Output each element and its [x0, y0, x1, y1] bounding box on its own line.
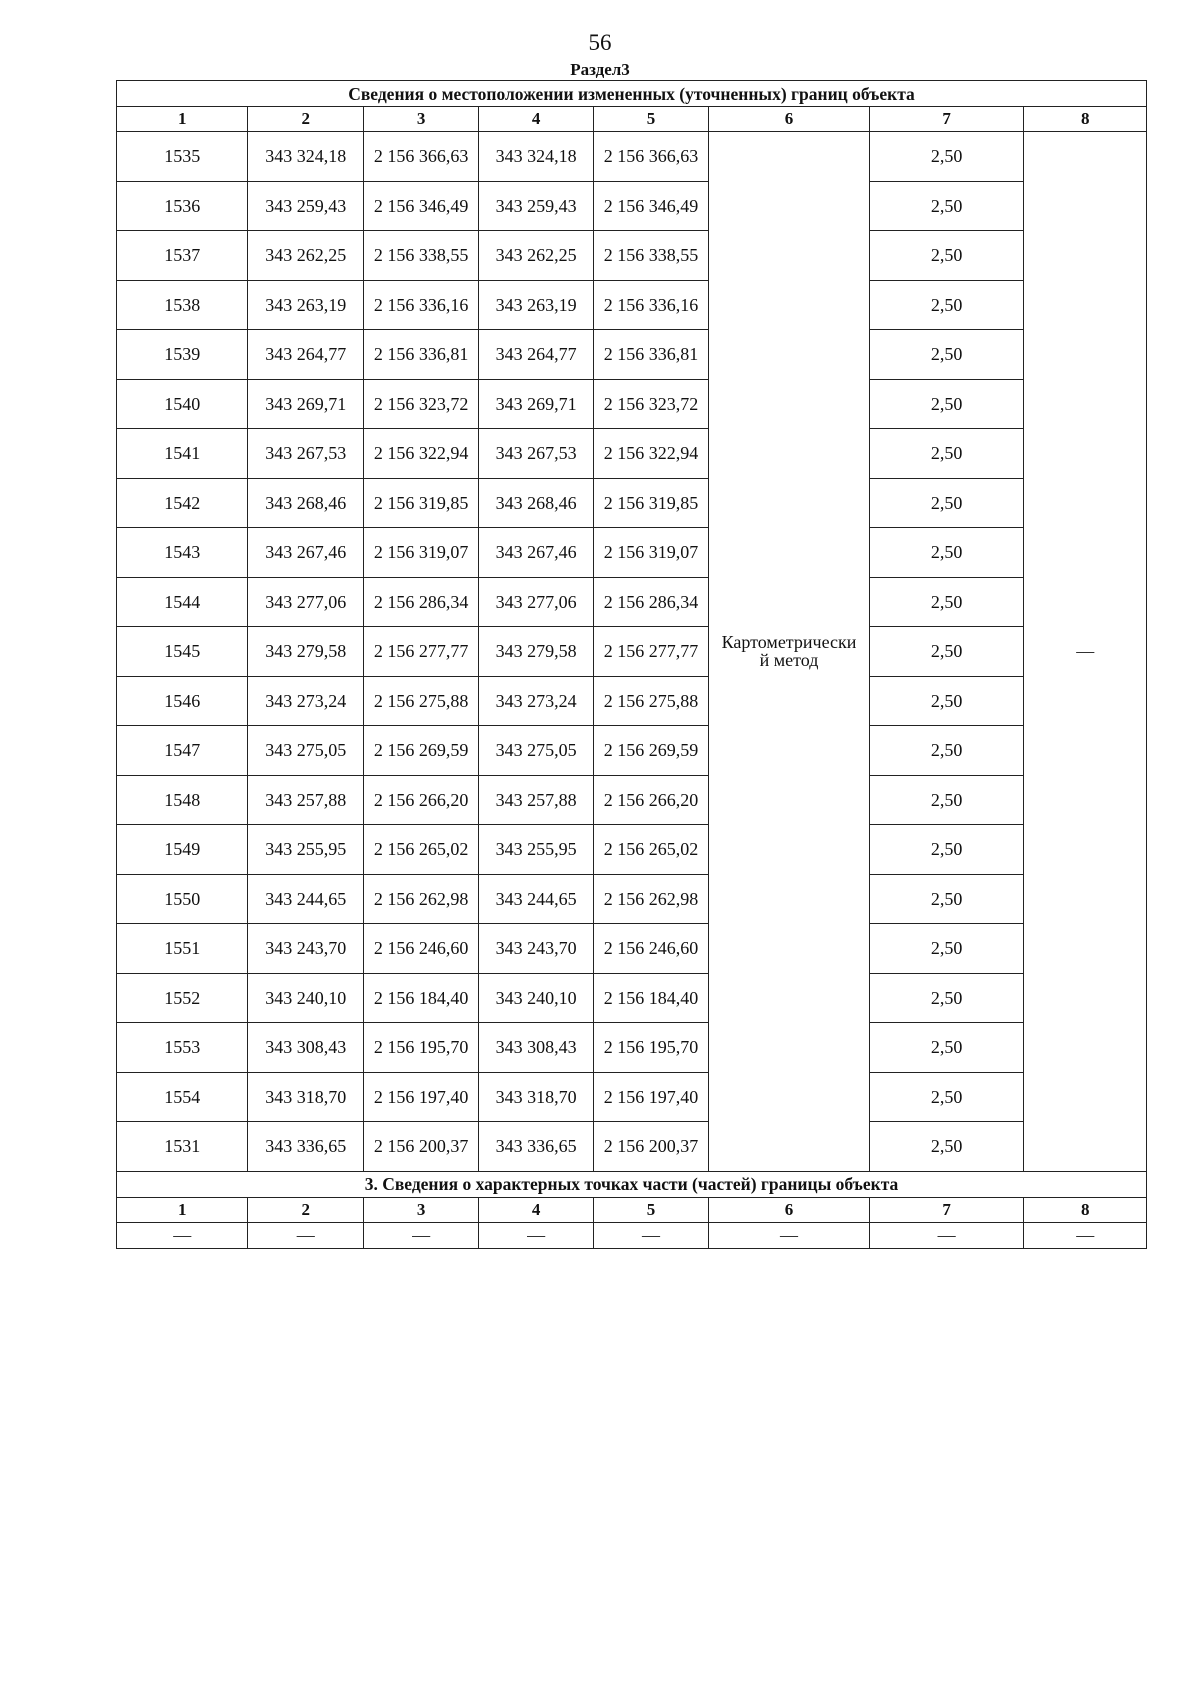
coord-y-new: 2 156 266,20 [593, 775, 708, 825]
coord-y-existing: 2 156 246,60 [363, 924, 478, 974]
coord-y-existing: 2 156 269,59 [363, 726, 478, 776]
point-number: 1552 [117, 973, 248, 1023]
coord-y-existing: 2 156 200,37 [363, 1122, 478, 1172]
point-number: 1549 [117, 825, 248, 875]
dash-cell: — [1024, 1222, 1147, 1248]
table-row [117, 280, 1147, 330]
point-number: 1538 [117, 280, 248, 330]
coord-y-new: 2 156 265,02 [593, 825, 708, 875]
column-number-2: 2 [248, 107, 363, 132]
coord-y-new: 2 156 346,49 [593, 181, 708, 231]
coord-x-new: 343 267,53 [479, 429, 593, 479]
accuracy-value: 2,50 [869, 1023, 1024, 1073]
table-row [117, 1023, 1147, 1073]
point-number: 1550 [117, 874, 248, 924]
coord-x-existing: 343 267,46 [248, 528, 363, 578]
coord-y-new: 2 156 197,40 [593, 1072, 708, 1122]
coord-x-new: 343 275,05 [479, 726, 593, 776]
coord-x-existing: 343 267,53 [248, 429, 363, 479]
coord-x-new: 343 279,58 [479, 627, 593, 677]
column-number-5: 5 [593, 107, 708, 132]
coord-y-new: 2 156 277,77 [593, 627, 708, 677]
coord-y-existing: 2 156 286,34 [363, 577, 478, 627]
point-number: 1541 [117, 429, 248, 479]
table-row [117, 627, 1147, 677]
table2-column-number-2: 2 [248, 1197, 363, 1222]
dash-cell: — [479, 1222, 593, 1248]
coord-y-new: 2 156 338,55 [593, 231, 708, 281]
table1-title-row [117, 81, 1147, 107]
accuracy-value: 2,50 [869, 775, 1024, 825]
table-row [117, 181, 1147, 231]
coord-y-new: 2 156 262,98 [593, 874, 708, 924]
table-row [117, 379, 1147, 429]
coord-x-existing: 343 243,70 [248, 924, 363, 974]
point-number: 1551 [117, 924, 248, 974]
accuracy-value: 2,50 [869, 379, 1024, 429]
dash-cell: — [869, 1222, 1024, 1248]
point-number: 1554 [117, 1072, 248, 1122]
point-number: 1546 [117, 676, 248, 726]
accuracy-value: 2,50 [869, 1072, 1024, 1122]
coord-y-new: 2 156 336,81 [593, 330, 708, 380]
accuracy-value: 2,50 [869, 132, 1024, 182]
accuracy-value: 2,50 [869, 627, 1024, 677]
coord-x-new: 343 267,46 [479, 528, 593, 578]
coord-x-existing: 343 268,46 [248, 478, 363, 528]
table-row [117, 231, 1147, 281]
table-row [117, 775, 1147, 825]
table-row [117, 973, 1147, 1023]
point-number: 1536 [117, 181, 248, 231]
coord-y-new: 2 156 336,16 [593, 280, 708, 330]
coordinates-table [116, 80, 1147, 1249]
table-row [117, 132, 1147, 182]
coord-x-existing: 343 273,24 [248, 676, 363, 726]
method-line-2: й метод [759, 650, 819, 671]
table2-empty-row [117, 1222, 1147, 1248]
coord-x-new: 343 268,46 [479, 478, 593, 528]
column-number-3: 3 [363, 107, 478, 132]
table-row [117, 825, 1147, 875]
coord-y-new: 2 156 322,94 [593, 429, 708, 479]
accuracy-value: 2,50 [869, 825, 1024, 875]
coord-y-new: 2 156 269,59 [593, 726, 708, 776]
table2-column-number-6: 6 [709, 1197, 870, 1222]
coord-x-existing: 343 277,06 [248, 577, 363, 627]
table2-title-row [117, 1171, 1147, 1197]
column-8-value: — [1024, 132, 1147, 1172]
dash-cell: — [363, 1222, 478, 1248]
coord-y-existing: 2 156 262,98 [363, 874, 478, 924]
coord-x-existing: 343 259,43 [248, 181, 363, 231]
dash-cell: — [117, 1222, 248, 1248]
point-number: 1531 [117, 1122, 248, 1172]
table2-column-number-1: 1 [117, 1197, 248, 1222]
table-row [117, 330, 1147, 380]
accuracy-value: 2,50 [869, 280, 1024, 330]
point-number: 1535 [117, 132, 248, 182]
coord-y-existing: 2 156 366,63 [363, 132, 478, 182]
table-row [117, 676, 1147, 726]
coord-x-new: 343 277,06 [479, 577, 593, 627]
table-row [117, 924, 1147, 974]
coord-y-existing: 2 156 275,88 [363, 676, 478, 726]
coord-y-existing: 2 156 277,77 [363, 627, 478, 677]
coord-x-new: 343 269,71 [479, 379, 593, 429]
accuracy-value: 2,50 [869, 676, 1024, 726]
coord-y-existing: 2 156 322,94 [363, 429, 478, 479]
coord-x-new: 343 259,43 [479, 181, 593, 231]
coord-x-existing: 343 255,95 [248, 825, 363, 875]
column-number-7: 7 [869, 107, 1024, 132]
coord-y-new: 2 156 246,60 [593, 924, 708, 974]
point-number: 1544 [117, 577, 248, 627]
coord-x-new: 343 243,70 [479, 924, 593, 974]
coord-y-existing: 2 156 184,40 [363, 973, 478, 1023]
coord-y-existing: 2 156 346,49 [363, 181, 478, 231]
coord-x-new: 343 244,65 [479, 874, 593, 924]
table-row [117, 528, 1147, 578]
coord-x-new: 343 318,70 [479, 1072, 593, 1122]
coord-x-new: 343 257,88 [479, 775, 593, 825]
coord-x-existing: 343 262,25 [248, 231, 363, 281]
accuracy-value: 2,50 [869, 478, 1024, 528]
coord-x-new: 343 255,95 [479, 825, 593, 875]
coord-y-existing: 2 156 323,72 [363, 379, 478, 429]
point-number: 1543 [117, 528, 248, 578]
point-number: 1548 [117, 775, 248, 825]
column-number-1: 1 [117, 107, 248, 132]
coord-x-existing: 343 263,19 [248, 280, 363, 330]
accuracy-value: 2,50 [869, 973, 1024, 1023]
point-number: 1537 [117, 231, 248, 281]
coord-x-new: 343 336,65 [479, 1122, 593, 1172]
method-cell [709, 132, 870, 1172]
column-number-4: 4 [479, 107, 593, 132]
coord-y-existing: 2 156 336,16 [363, 280, 478, 330]
accuracy-value: 2,50 [869, 181, 1024, 231]
table1-title: Сведения о местоположении измененных (уточненных) границ объекта [117, 81, 1147, 107]
point-number: 1539 [117, 330, 248, 380]
coord-y-existing: 2 156 265,02 [363, 825, 478, 875]
accuracy-value: 2,50 [869, 528, 1024, 578]
accuracy-value: 2,50 [869, 330, 1024, 380]
section-label: Раздел3 [570, 60, 630, 79]
table2-column-number-3: 3 [363, 1197, 478, 1222]
dash-cell: — [248, 1222, 363, 1248]
coord-x-existing: 343 275,05 [248, 726, 363, 776]
coord-y-existing: 2 156 266,20 [363, 775, 478, 825]
coord-x-new: 343 240,10 [479, 973, 593, 1023]
table-row [117, 1072, 1147, 1122]
accuracy-value: 2,50 [869, 429, 1024, 479]
coord-y-existing: 2 156 336,81 [363, 330, 478, 380]
coord-y-new: 2 156 275,88 [593, 676, 708, 726]
coord-y-existing: 2 156 319,07 [363, 528, 478, 578]
accuracy-value: 2,50 [869, 874, 1024, 924]
accuracy-value: 2,50 [869, 1122, 1024, 1172]
table-row [117, 874, 1147, 924]
column-number-6: 6 [709, 107, 870, 132]
coord-y-existing: 2 156 319,85 [363, 478, 478, 528]
coord-x-existing: 343 308,43 [248, 1023, 363, 1073]
coord-y-new: 2 156 366,63 [593, 132, 708, 182]
coord-x-new: 343 264,77 [479, 330, 593, 380]
accuracy-value: 2,50 [869, 231, 1024, 281]
coord-x-existing: 343 257,88 [248, 775, 363, 825]
table2-column-number-4: 4 [479, 1197, 593, 1222]
coord-y-new: 2 156 184,40 [593, 973, 708, 1023]
table2-title: 3. Сведения о характерных точках части (частей) границы объекта [117, 1171, 1147, 1197]
method-line-1: Картометрически [721, 632, 857, 653]
table-row [117, 726, 1147, 776]
table-row [117, 478, 1147, 528]
page-number: 56 [588, 30, 612, 55]
coord-y-existing: 2 156 338,55 [363, 231, 478, 281]
coord-x-new: 343 324,18 [479, 132, 593, 182]
coord-y-existing: 2 156 195,70 [363, 1023, 478, 1073]
coord-x-existing: 343 318,70 [248, 1072, 363, 1122]
coord-y-existing: 2 156 197,40 [363, 1072, 478, 1122]
table1-column-numbers [117, 107, 1147, 132]
coord-x-new: 343 262,25 [479, 231, 593, 281]
coord-x-existing: 343 264,77 [248, 330, 363, 380]
coord-y-new: 2 156 286,34 [593, 577, 708, 627]
coord-x-new: 343 263,19 [479, 280, 593, 330]
point-number: 1542 [117, 478, 248, 528]
table2-column-number-7: 7 [869, 1197, 1024, 1222]
coord-x-existing: 343 324,18 [248, 132, 363, 182]
table2-column-number-8: 8 [1024, 1197, 1147, 1222]
coord-x-existing: 343 240,10 [248, 973, 363, 1023]
table2-column-numbers [117, 1197, 1147, 1222]
table-row [117, 1122, 1147, 1172]
table2-column-number-5: 5 [593, 1197, 708, 1222]
coord-y-new: 2 156 323,72 [593, 379, 708, 429]
table-row [117, 577, 1147, 627]
coord-y-new: 2 156 319,07 [593, 528, 708, 578]
table-row [117, 429, 1147, 479]
coord-x-new: 343 308,43 [479, 1023, 593, 1073]
coord-y-new: 2 156 195,70 [593, 1023, 708, 1073]
point-number: 1547 [117, 726, 248, 776]
dash-cell: — [593, 1222, 708, 1248]
coord-y-new: 2 156 319,85 [593, 478, 708, 528]
point-number: 1545 [117, 627, 248, 677]
coord-x-existing: 343 269,71 [248, 379, 363, 429]
coord-x-new: 343 273,24 [479, 676, 593, 726]
dash-cell: — [709, 1222, 870, 1248]
coord-x-existing: 343 336,65 [248, 1122, 363, 1172]
column-number-8: 8 [1024, 107, 1147, 132]
accuracy-value: 2,50 [869, 577, 1024, 627]
accuracy-value: 2,50 [869, 726, 1024, 776]
coord-y-new: 2 156 200,37 [593, 1122, 708, 1172]
coord-x-existing: 343 244,65 [248, 874, 363, 924]
point-number: 1553 [117, 1023, 248, 1073]
point-number: 1540 [117, 379, 248, 429]
accuracy-value: 2,50 [869, 924, 1024, 974]
coord-x-existing: 343 279,58 [248, 627, 363, 677]
